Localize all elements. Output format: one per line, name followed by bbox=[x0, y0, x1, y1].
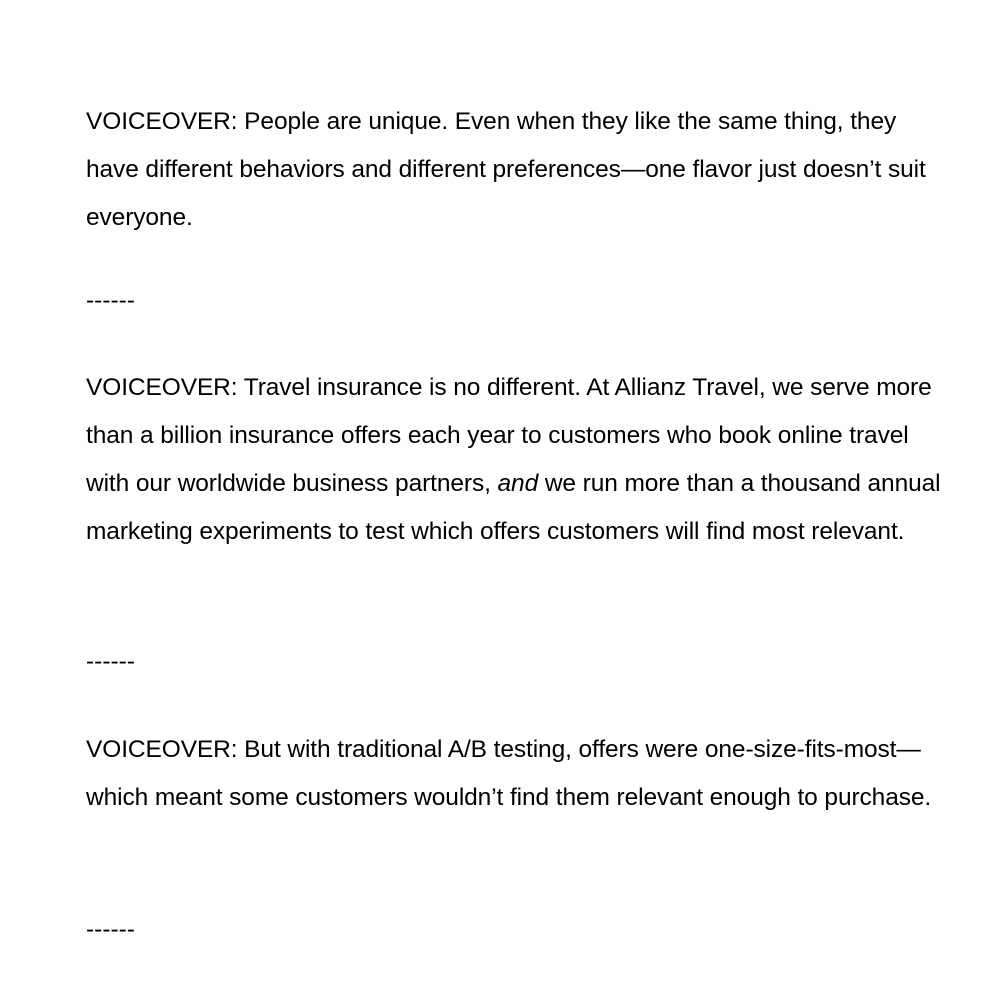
voiceover-paragraph: VOICEOVER: But with traditional A/B testing, offers were one-size-fits-most—which meant some customers wouldn’t find them relevant enough to purchase. bbox=[86, 736, 932, 811]
paragraph-text: VOICEOVER: Travel insurance is no different. At Allianz Travel, we serve more than a billion insurance offers each year to customers who book online travel with our worldwide business partners, bbox=[86, 374, 932, 497]
separator: ------ bbox=[86, 648, 135, 675]
emphasized-text: and bbox=[497, 470, 539, 497]
paragraph-text: we run more than a thousand annual marketing experiments to test which offers customers will find most relevant. bbox=[86, 470, 941, 545]
separator: ------ bbox=[86, 916, 135, 943]
voiceover-paragraph bbox=[86, 364, 946, 556]
separator: ------ bbox=[86, 287, 135, 314]
voiceover-paragraph: VOICEOVER: People are unique. Even when they like the same thing, they have different behaviors and different preferences—one flavor just doesn’t suit everyone. bbox=[86, 108, 926, 231]
